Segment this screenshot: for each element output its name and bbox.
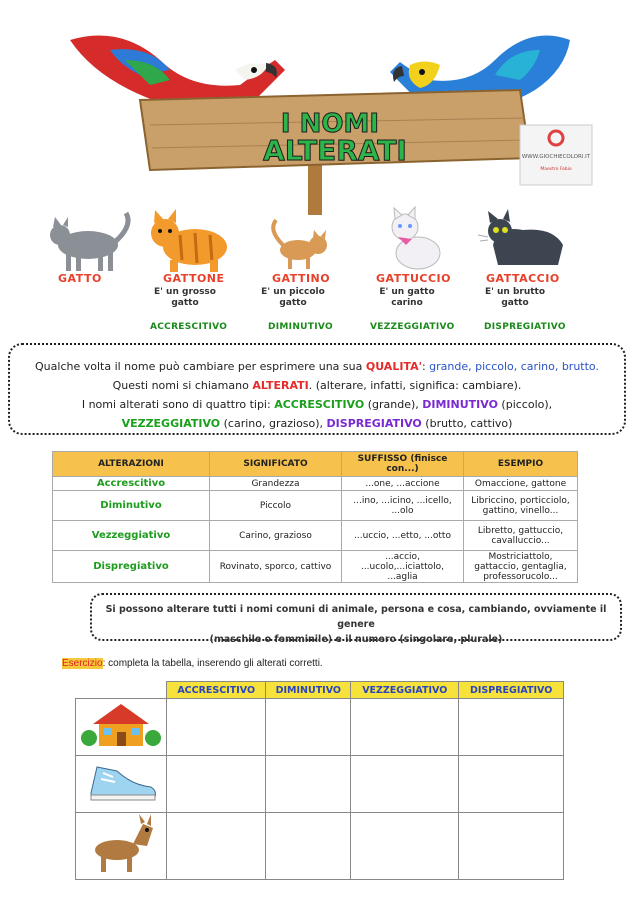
image-cell bbox=[76, 699, 167, 756]
intro-text: I nomi alterati sono di quattro tipi: bbox=[81, 398, 275, 411]
exercise-instruction bbox=[62, 658, 323, 669]
intro-text: (piccolo), bbox=[497, 398, 553, 411]
header-suffisso: SUFFISSO (finisce con...) bbox=[342, 452, 464, 477]
alteration-meaning: Carino, grazioso bbox=[210, 521, 342, 551]
alteration-meaning: Piccolo bbox=[210, 491, 342, 521]
house-icon bbox=[77, 700, 165, 750]
keyword-accrescitivo: ACCRESCITIVO bbox=[274, 398, 365, 411]
alteration-suffix: ...one, ...accione bbox=[342, 477, 464, 491]
intro-line-4 bbox=[10, 414, 624, 433]
alteration-meaning: Grandezza bbox=[210, 477, 342, 491]
alteration-suffix: ...ino, ...icino, ...icello, ...olo bbox=[342, 491, 464, 521]
cat-name-gattino: GATTINO bbox=[272, 272, 331, 285]
answer-cell[interactable] bbox=[167, 813, 266, 880]
answer-cell[interactable] bbox=[459, 699, 564, 756]
cat-name-gattuccio: GATTUCCIO bbox=[376, 272, 451, 285]
answer-cell[interactable] bbox=[351, 813, 459, 880]
exercise-label: Esercizio bbox=[62, 658, 103, 669]
rule-line-1: Si possono alterare tutti i nomi comuni di animale, persona e cosa, cambiando, ovviamente il genere bbox=[105, 604, 607, 630]
alteration-suffix: ...accio, ...ucolo,...iciattolo, ...aglia bbox=[342, 551, 464, 583]
qualities-list: grande, piccolo, carino, brutto. bbox=[429, 360, 599, 373]
answer-cell[interactable] bbox=[167, 699, 266, 756]
exercise-table bbox=[75, 681, 564, 880]
table-row bbox=[53, 551, 578, 583]
type-dispregiativo: DISPREGIATIVO bbox=[484, 322, 566, 332]
header-illustration bbox=[40, 30, 600, 215]
intro-line-1 bbox=[10, 357, 624, 376]
intro-text: . (alterare, infatti, significa: cambiare). bbox=[308, 379, 522, 392]
alteration-example: Libretto, gattuccio, cavalluccio... bbox=[464, 521, 578, 551]
site-author: Maestro Fabio bbox=[540, 167, 572, 172]
keyword-diminutivo: DIMINUTIVO bbox=[422, 398, 498, 411]
table-row bbox=[53, 491, 578, 521]
alteration-meaning: Rovinato, sporco, cattivo bbox=[210, 551, 342, 583]
alterazioni-table bbox=[52, 451, 578, 583]
alteration-suffix: ...uccio, ...etto, ...otto bbox=[342, 521, 464, 551]
intro-text: (carino, grazioso), bbox=[220, 417, 327, 430]
alteration-example: Mostriciattolo, gattaccio, gentaglia, professorucolo... bbox=[464, 551, 578, 583]
answer-cell[interactable] bbox=[266, 699, 351, 756]
image-cell bbox=[76, 756, 167, 813]
empty-corner bbox=[76, 682, 167, 699]
ugly-cat-icon bbox=[478, 205, 578, 275]
answer-cell[interactable] bbox=[351, 699, 459, 756]
keyword-qualita: QUALITA' bbox=[365, 360, 422, 373]
intro-line-3 bbox=[10, 395, 624, 414]
cat-gray-icon bbox=[38, 205, 138, 275]
intro-text: (grande), bbox=[364, 398, 423, 411]
ex-header-accrescitivo: ACCRESCITIVO bbox=[167, 682, 266, 699]
shoe-icon bbox=[77, 757, 165, 807]
alteration-name: Dispregiativo bbox=[53, 551, 210, 583]
answer-cell[interactable] bbox=[266, 756, 351, 813]
exercise-row-shoe bbox=[76, 756, 564, 813]
header-alterazioni: ALTERAZIONI bbox=[53, 452, 210, 477]
alteration-name: Diminutivo bbox=[53, 491, 210, 521]
cat-orange-icon bbox=[140, 205, 240, 275]
intro-text: (brutto, cattivo) bbox=[421, 417, 513, 430]
type-vezzeggiativo: VEZZEGGIATIVO bbox=[370, 322, 455, 332]
cat-desc-gattaccio: E' un brutto gatto bbox=[484, 287, 546, 308]
cat-name-gattone: GATTONE bbox=[163, 272, 225, 285]
intro-text: : bbox=[421, 360, 430, 373]
intro-text: Questi nomi si chiamano bbox=[112, 379, 253, 392]
image-cell bbox=[76, 813, 167, 880]
sign-title-line2: ALTERATI bbox=[263, 134, 407, 167]
exercise-header-row bbox=[76, 682, 564, 699]
ex-header-diminutivo: DIMINUTIVO bbox=[266, 682, 351, 699]
answer-cell[interactable] bbox=[351, 756, 459, 813]
cat-name-gatto: GATTO bbox=[58, 272, 102, 285]
rule-box bbox=[90, 593, 622, 645]
site-url: WWW.GIOCHIECOLORI.IT bbox=[521, 154, 591, 160]
keyword-dispregiativo: DISPREGIATIVO bbox=[326, 417, 422, 430]
keyword-vezzeggiativo: VEZZEGGIATIVO bbox=[121, 417, 221, 430]
wooden-sign bbox=[140, 90, 530, 215]
cat-desc-gattino: E' un piccolo gatto bbox=[261, 287, 325, 308]
header-esempio: ESEMPIO bbox=[464, 452, 578, 477]
site-badge bbox=[520, 125, 592, 185]
intro-box bbox=[8, 343, 626, 435]
alteration-example: Libriccino, porticciolo, gattino, vinello... bbox=[464, 491, 578, 521]
rule-line-2: (maschile o femminile) e il numero (singolare, plurale) bbox=[209, 634, 503, 645]
exercise-row-donkey bbox=[76, 813, 564, 880]
keyword-alterati: ALTERATI bbox=[252, 379, 309, 392]
donkey-icon bbox=[77, 814, 165, 874]
table-header-row bbox=[53, 452, 578, 477]
cute-cat-icon bbox=[370, 205, 470, 275]
cat-name-gattaccio: GATTACCIO bbox=[486, 272, 560, 285]
answer-cell[interactable] bbox=[266, 813, 351, 880]
header-significato: SIGNIFICATO bbox=[210, 452, 342, 477]
ex-header-dispregiativo: DISPREGIATIVO bbox=[459, 682, 564, 699]
table-row bbox=[53, 477, 578, 491]
alteration-example: Omaccione, gattone bbox=[464, 477, 578, 491]
intro-text: Qualche volta il nome può cambiare per esprimere una sua bbox=[35, 360, 366, 373]
cat-desc-gattone: E' un grosso gatto bbox=[154, 287, 216, 308]
alteration-name: Vezzeggiativo bbox=[53, 521, 210, 551]
sign-title-line1: I NOMI bbox=[280, 109, 380, 139]
kitten-icon bbox=[258, 205, 358, 275]
type-accrescitivo: ACCRESCITIVO bbox=[150, 322, 228, 332]
answer-cell[interactable] bbox=[459, 756, 564, 813]
intro-line-2 bbox=[10, 376, 624, 395]
ex-header-vezzeggiativo: VEZZEGGIATIVO bbox=[351, 682, 459, 699]
exercise-row-house bbox=[76, 699, 564, 756]
type-diminutivo: DIMINUTIVO bbox=[268, 322, 333, 332]
cat-desc-gattuccio: E' un gatto carino bbox=[379, 287, 435, 308]
answer-cell[interactable] bbox=[167, 756, 266, 813]
table-row bbox=[53, 521, 578, 551]
exercise-text: : completa la tabella, inserendo gli alterati corretti. bbox=[102, 658, 323, 669]
answer-cell[interactable] bbox=[459, 813, 564, 880]
alteration-name: Accrescitivo bbox=[53, 477, 210, 491]
